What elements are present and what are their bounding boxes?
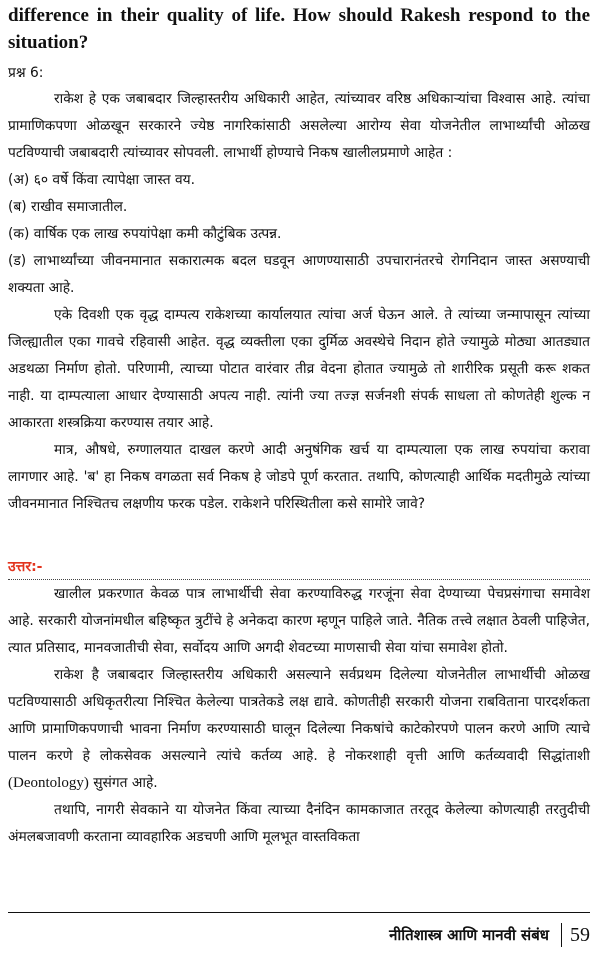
question-paragraph-2: एके दिवशी एक वृद्ध दाम्पत्य राकेशच्या कार्यालयात त्यांचा अर्ज घेऊन आले. ते त्यांच्या जन्मापासून त्यांच्या जिल्ह्यातील एका गावचे रहिवासी आहेत. वृद्ध व्यक्तीला एका दुर्मिळ अवस्थेचे निदान होते ज्यामुळे मोठ्या आतड्यात अडथळा निर्माण होतो. परिणामी, त्याच्या पोटात वारंवार तीव्र वेदना होतात ज्यामुळे तो शारीरिक प्रसूती करू शकत नाही. या दाम्पत्याला आधार देण्यासाठी अपत्य नाही. त्यांनी ज्या तज्ज्ञ सर्जनशी संपर्क साधला तो कोणतेही शुल्क न आकारता शस्त्रक्रिया करण्यास तयार आहे. bbox=[8, 307, 590, 431]
deontology-term: (Deontology) bbox=[8, 775, 89, 791]
answer-divider bbox=[8, 579, 590, 580]
criteria-item-a: (अ) ६० वर्षे किंवा त्यापेक्षा जास्त वय. bbox=[8, 172, 196, 188]
question-body bbox=[8, 86, 590, 518]
answer-body bbox=[8, 581, 590, 851]
footer-book-title: नीतिशास्त्र आणि मानवी संबंध bbox=[389, 926, 549, 944]
english-intro-text: difference in their quality of life. How should Rakesh respond to the situation? bbox=[8, 5, 590, 53]
criteria-item-b: (ब) राखीव समाजातील. bbox=[8, 199, 128, 215]
footer-separator bbox=[561, 923, 562, 947]
answer-paragraph-2 bbox=[8, 662, 590, 797]
criteria-item-d: (ड) लाभार्थ्यांच्या जीवनमानात सकारात्मक बदल घडवून आणण्यासाठी उपचारानंतरचे रोगनिदान जास्त असण्याची शक्यता आहे. bbox=[8, 253, 590, 296]
page-footer bbox=[389, 917, 590, 953]
answer-paragraph-2-text-b: सुसंगत आहे. bbox=[88, 775, 158, 791]
answer-label: उत्तर:- bbox=[8, 559, 43, 575]
criteria-item-c: (क) वार्षिक एक लाख रुपयांपेक्षा कमी कौटुंबिक उत्पन्न. bbox=[8, 226, 282, 242]
question-label: प्रश्न 6: bbox=[8, 65, 44, 81]
answer-paragraph-2-text-a: राकेश है जबाबदार जिल्हास्तरीय अधिकारी असल्याने सर्वप्रथम दिलेल्या योजनेतील लाभार्थीची ओळख पटविण्यासाठी अधिकृतरीत्या निश्चित केलेल्या पात्रतेकडे लक्ष द्यावे. कोणतीही सरकारी योजना राबविताना पारदर्शकता आणि प्रामाणिकपणाची भावना निर्माण करण्यासाठी घालून दिलेल्या निकषांचे काटेकोरपणे पालन करणे आणि त्याचे पालन करणे हे लोकसेवक असल्याने त्यांचे कर्तव्य आहे. हे नोकरशाही वृत्ती आणि कर्तव्यवादी सिद्धांताशी bbox=[8, 667, 590, 764]
question-paragraph-3: मात्र, औषधे, रुग्णालयात दाखल करणे आदी अनुषंगिक खर्च या दाम्पत्याला एक लाख रुपयांचा करावा लागणार आहे. 'ब' हा निकष वगळता सर्व निकष हे जोडपे पूर्ण करतात. तथापि, कोणत्याही आर्थिक मदतीमुळे त्यांच्या जीवनमानात निश्चितच लक्षणीय फरक पडेल. राकेशने परिस्थितीला कसे सामोरे जावे? bbox=[8, 442, 590, 512]
answer-paragraph-1: खालील प्रकरणात केवळ पात्र लाभार्थीची सेवा करण्याविरुद्ध गरजूंना सेवा देण्याच्या पेचप्रसंगाचा समावेश आहे. सरकारी योजनांमधील बहिष्कृत त्रुटींचे हे अनेकदा कारण म्हणून पाहिले जाते. नैतिक तत्त्वे लक्षात ठेवली पाहिजेत, त्यात प्रतिसाद, मानवजातीची सेवा, सर्वोदय आणि अगदी शेवटच्या माणसाची सेवा यांचा समावेश होतो. bbox=[8, 586, 590, 656]
answer-paragraph-3: तथापि, नागरी सेवकाने या योजनेत किंवा त्याच्या दैनंदिन कामकाजात तरतूद केलेल्या कोणत्याही तरतुदीची अंमलबजावणी करताना व्यावहारिक अडचणी आणि मूलभूत वास्तविकता bbox=[8, 802, 590, 845]
page-number: 59 bbox=[570, 923, 590, 946]
question-paragraph-1: राकेश हे एक जबाबदार जिल्हास्तरीय अधिकारी आहेत, त्यांच्यावर वरिष्ठ अधिकाऱ्यांचा विश्वास आहे. त्यांचा प्रामाणिकपणा ओळखून सरकारने ज्येष्ठ नागरिकांसाठी असलेल्या आरोग्य सेवा योजनेतील लाभार्थ्यांची ओळख पटविण्याची जबाबदारी त्यांच्यावर सोपवली. लाभार्थी होण्याचे निकष खालीलप्रमाणे आहेत : bbox=[8, 91, 590, 161]
footer-rule bbox=[8, 912, 590, 913]
